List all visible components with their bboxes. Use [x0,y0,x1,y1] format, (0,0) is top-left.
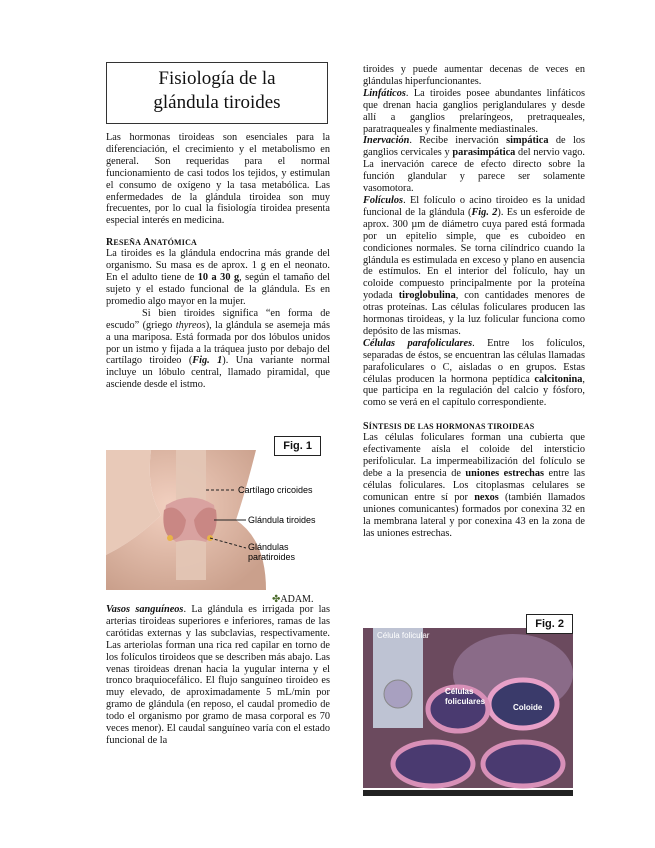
resena-paragraph-1: La tiroides es la glándula endocrina más grande del organismo. Su masa es de aprox. 1 g en el neonato. En el adulto tiene de 10 a 30 g, según el tamaño del sujeto y el estado funcional de la glándula. Es en promedio algo mayor en la mujer. [106,248,330,307]
callout-coloide: Coloide [513,703,543,712]
callout-celulas: Células [445,687,474,696]
title-line-2: glándula tiroides [153,92,281,113]
callout-celula-folicular: Célula folicular [377,631,430,640]
left-column-lower [106,604,330,747]
cont-paragraph: tiroides y puede aumentar decenas de veces en glándulas hiperfuncionantes. [363,64,585,87]
callout-paratiroides: paratiroides [248,552,296,562]
sintesis-heading: SÍNTESIS DE LAS HORMONAS TIROIDEAS [363,421,535,433]
adam-logo-icon: ✤ [272,594,281,605]
linfaticos-paragraph: Linfáticos. La tiroides posee abundantes linfáticos que drenan hacia ganglios periglandulares y desde allí a ganglios prelaríngeos, pretraqueales, paratraqueales y finalmente mediastinales. [363,87,585,135]
neck-anatomy-illustration [106,450,331,590]
follicle-illustration [363,614,573,799]
inervacion-paragraph: Inervación. Recibe inervación simpática de los ganglios cervicales y parasimpática del nervio vago. La inervación carece de efecto directo sobre la función glandular y parece ser solamente vasomotora. [363,135,585,195]
title-line-1: Fisiología de la [158,68,276,89]
figure-1 [106,440,331,590]
title-box [106,62,328,124]
intro-paragraph: Las hormonas tiroideas son esenciales para la diferenciación, el crecimiento y el metabolismo en general. Son requeridas para el normal funcionamiento de casi todos los tejidos, y estimulan el consumo de oxígeno y la tasa metabólica. Las enfermedades de la glándula tiroidea son muy frecuentes, por lo cual la fisiología tiroidea presenta especial interés en medicina. [106,132,330,227]
callout-foliculares: foliculares [445,697,486,706]
fig-2-label: Fig. 2 [526,614,573,634]
callout-tiroides: Glándula tiroides [248,515,316,525]
right-column [363,64,585,539]
fig-1-label: Fig. 1 [274,436,321,456]
adam-credit: ✤ADAM. [272,594,314,605]
figure-2 [363,614,573,799]
sintesis-paragraph: Las células foliculares forman una cubierta que efectivamente aísla el coloide del intersticio perifolicular. La impermeabilización del folículo se debe a la presencia de uniones estrechas entre las células foliculares. Los citoplasmas celulares se comunican entre sí por nexos (también llamados uniones comunicantes) formados por conexina 32 en la membrana lateral y por conexina 43 en la zona de las uniones estrechas. [363,432,586,539]
resena-heading: RESEÑA ANATÓMICA [106,237,198,249]
resena-paragraph-2: Si bien tiroides significa “en forma de escudo” (griego thyreos), la glándula se asemeja más a una mariposa. Está formada por dos lóbulos unidos por un istmo y fijada a la tráquea justo por debajo del cartílago tiroideo (Fig. 1). Una variante normal incluye un lóbulo central, llamado piramidal, que asciende desde el istmo. [106,307,331,391]
left-column [106,132,330,391]
vasos-paragraph: Vasos sanguíneos. La glándula es irrigada por las arterias tiroideas superiores e inferiores, ramas de las carótidas externas y las subclavias, respectivamente. Las arteriolas forman una rica red capilar en torno de los folículos tiroideos que se describen más abajo. Las venas tiroideas drenan hacia la yugular interna y el tronco braquiocefálico. El flujo sanguíneo tiroideo es muy elevado, de aproximadamente 5 mL/min por gramo de glándula (en reposo, el caudal promedio de todo el organismo por gramo de masa corporal es 70 veces menor). El caudal sanguíneo varía con el estado funcional de la [106,604,331,746]
callout-glandulas: Glándulas [248,542,289,552]
parafoliculares-paragraph: Células parafoliculares. Entre los folículos, separadas de éstos, se encuentran las células llamadas parafoliculares o C, aisladas o en grupos. Estas células producen la hormona peptídica calcitonina, que participa en la regulación del calcio y fósforo, como se verá en el capítulo correspondiente. [363,337,585,409]
foliculos-paragraph: Folículos. El folículo o acino tiroideo es la unidad funcional de la glándula (Fig. 2). Es un esferoide de aprox. 300 µm de diámetro cuya pared está formada por un epitelio simple, que es cuboideo en condiciones normales. Se torna cilíndrico cuando la glándula es estimulada en exceso y plano en ausencia de estímulos. En el interior del folículo, hay un coloide compuesto principalmente por la proteína yodada tiroglobulina, con cantidades menores de otras proteínas. Las células foliculares producen las hormonas tiroideas, y la luz folicular funciona como depósito de las mismas. [363,194,586,337]
callout-cricoides: Cartílago cricoides [238,485,313,495]
